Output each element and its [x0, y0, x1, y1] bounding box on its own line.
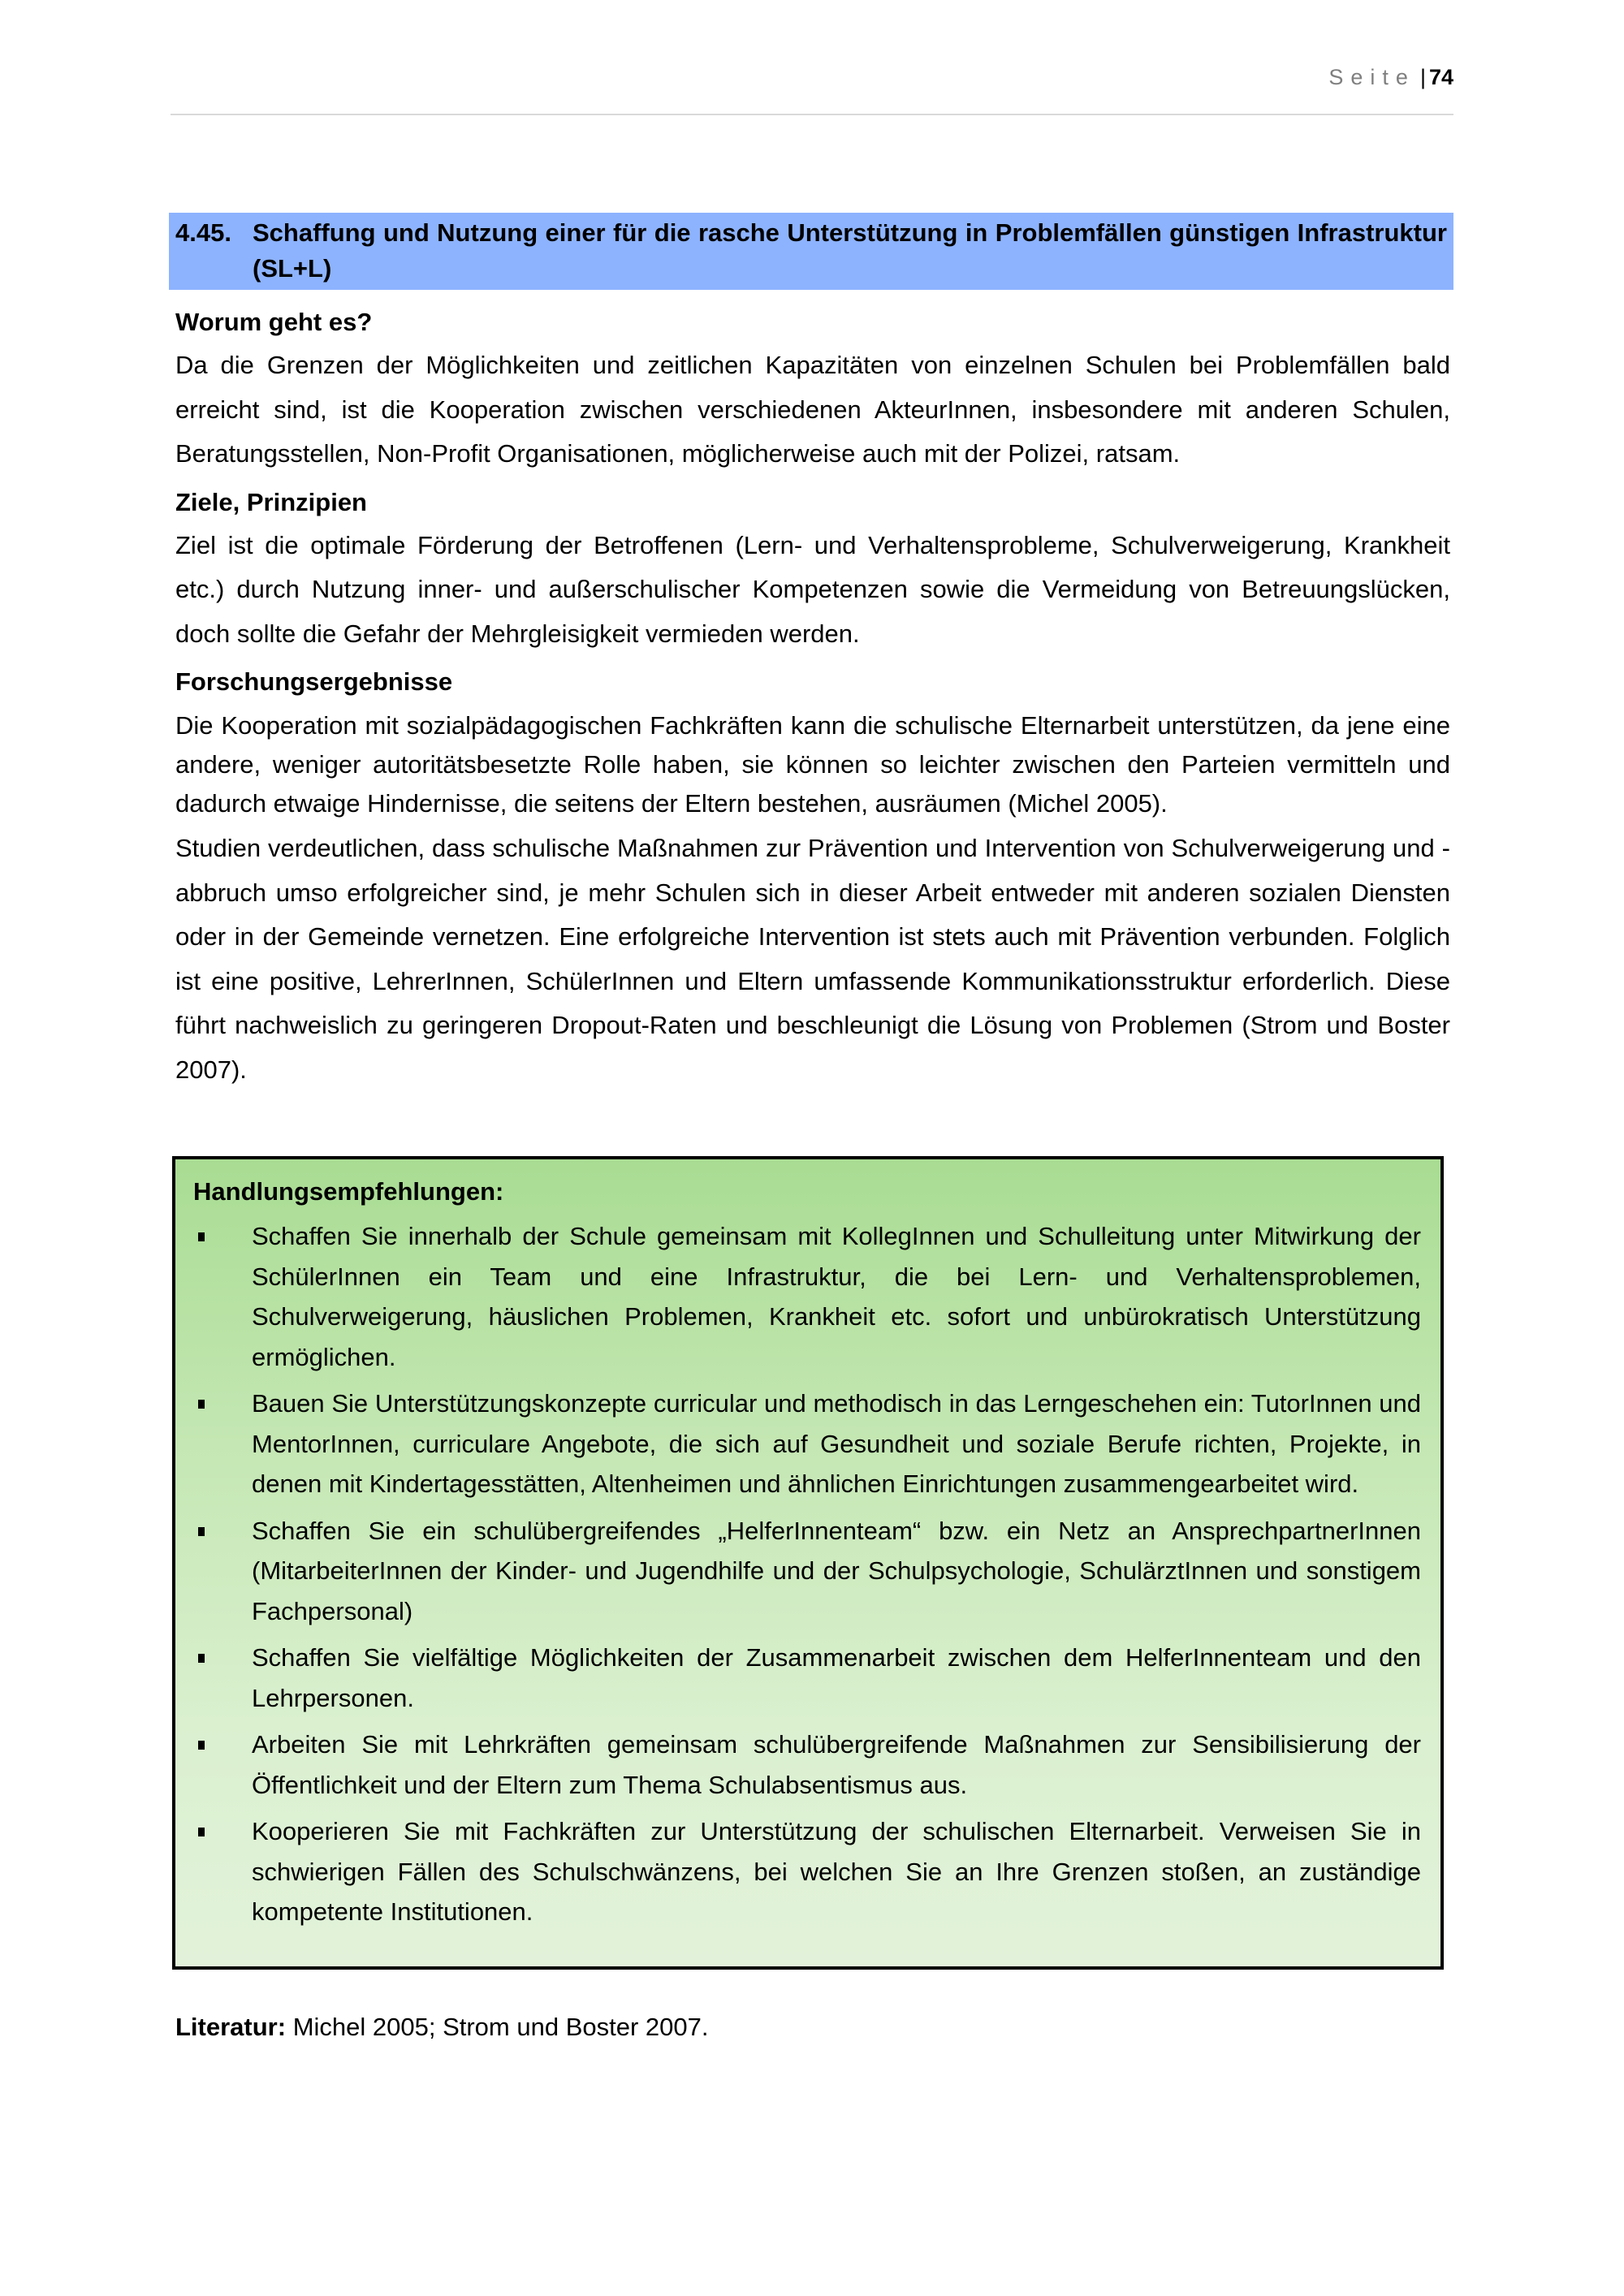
list-item [193, 1724, 1421, 1805]
section-title: Schaffung und Nutzung einer für die rasche Unterstützung in Problemfällen günstigen Infrastruktur (SL+L) [253, 218, 1447, 283]
recommendations-list [193, 1216, 1421, 1932]
page-separator: | [1419, 65, 1426, 89]
list-item [193, 1216, 1421, 1377]
recommendation-text: Kooperieren Sie mit Fachkräften zur Unterstützung der schulischen Elternarbeit. Verweisen Sie in schwierigen Fällen des Schulschwänzens, bei welchen Sie an Ihre Grenzen stoßen, an zuständige kompetente Institutionen. [252, 1817, 1421, 1926]
worum-heading: Worum geht es? [175, 308, 373, 336]
square-bullet-icon [193, 1638, 252, 1718]
list-item [193, 1383, 1421, 1504]
list-item [193, 1511, 1421, 1632]
recommendation-text: Schaffen Sie innerhalb der Schule gemeinsam mit KollegInnen und Schulleitung unter Mitwirkung der SchülerInnen ein Team und eine Infrastruktur, die bei Lern- und Verhaltensproblemen, Schulverweigerung, häuslichen Problemen, Krankheit etc. sofort und unbürokratisch Unterstützung ermöglichen. [252, 1222, 1421, 1371]
worum-paragraph: Da die Grenzen der Möglichkeiten und zeitlichen Kapazitäten von einzelnen Schulen bei Problemfällen bald erreicht sind, ist die Kooperation zwischen verschiedenen AkteurInnen, insbesondere mit anderen Schulen, Beratungsstellen, Non-Profit Organisationen, möglicherweise auch mit der Polizei, ratsam. [175, 351, 1450, 468]
square-bullet-icon [193, 1724, 252, 1805]
main-content [175, 213, 1450, 1092]
recommendation-text: Schaffen Sie ein schulübergreifendes „HelferInnenteam“ bzw. ein Netz an AnsprechpartnerInnen (MitarbeiterInnen der Kinder- und Jugendhilfe und der Schulpsychologie, SchulärztInnen und sonstigem Fachpersonal) [252, 1516, 1421, 1625]
square-bullet-icon [193, 1383, 252, 1504]
literature-line [175, 2009, 708, 2045]
ziele-heading: Ziele, Prinzipien [175, 487, 367, 516]
list-item [193, 1638, 1421, 1718]
forschung-paragraph-1: Die Kooperation mit sozialpädagogischen Fachkräften kann die schulische Elternarbeit unterstützen, da jene eine andere, weniger autoritätsbesetzte Rolle haben, sie können so leichter zwischen den Parteien vermitteln und dadurch etwaige Hindernisse, die seitens der Eltern bestehen, ausräumen (Michel 2005). [175, 711, 1450, 818]
page-number [1328, 65, 1453, 90]
page-header [171, 63, 1453, 115]
recommendation-text: Arbeiten Sie mit Lehrkräften gemeinsam schulübergreifende Maßnahmen zur Sensibilisierung der Öffentlichkeit und der Eltern zum Thema Schulabsentismus aus. [252, 1730, 1421, 1799]
page-label: Seite [1328, 65, 1415, 89]
square-bullet-icon [193, 1511, 252, 1632]
recommendation-text: Bauen Sie Unterstützungskonzepte curricular und methodisch in das Lerngeschehen ein: TutorInnen und MentorInnen, curriculare Angebote, die sich auf Gesundheit und soziale Berufe richten, Projekte, in denen mit Kindertagesstätten, Altenheimen und ähnlichen Einrichtungen zusammengearbeitet wird. [252, 1389, 1421, 1498]
square-bullet-icon [193, 1216, 252, 1377]
recommendations-box [172, 1156, 1444, 1970]
page-number-value: 74 [1428, 65, 1453, 89]
forschung-heading: Forschungsergebnisse [175, 667, 453, 696]
list-item [193, 1811, 1421, 1932]
square-bullet-icon [193, 1811, 252, 1932]
literature-references: Michel 2005; Strom und Boster 2007. [286, 2013, 709, 2041]
ziele-paragraph: Ziel ist die optimale Förderung der Betroffenen (Lern- und Verhaltensprobleme, Schulverweigerung, Krankheit etc.) durch Nutzung inner- und außerschulischer Kompetenzen sowie die Vermeidung von Betreuungslücken, doch sollte die Gefahr der Mehrgleisigkeit vermieden werden. [175, 530, 1450, 648]
recommendation-text: Schaffen Sie vielfältige Möglichkeiten der Zusammenarbeit zwischen dem HelferInnenteam und den Lehrpersonen. [252, 1643, 1421, 1712]
literature-label: Literatur: [175, 2013, 287, 2041]
forschung-paragraph-2: Studien verdeutlichen, dass schulische Maßnahmen zur Prävention und Intervention von Schulverweigerung und -abbruch umso erfolgreicher sind, je mehr Schulen sich in dieser Arbeit entweder mit anderen sozialen Diensten oder in der Gemeinde vernetzen. Eine erfolgreiche Intervention ist stets auch mit Prävention verbunden. Folglich ist eine positive, LehrerInnen, SchülerInnen und Eltern umfassende Kommunikationsstruktur erforderlich. Diese führt nachweislich zu geringeren Dropout-Raten und beschleunigt die Lösung von Problemen (Strom und Boster 2007). [175, 834, 1450, 1084]
section-number: 4.45. [175, 218, 231, 247]
section-heading [169, 213, 1453, 290]
recommendations-title: Handlungsempfehlungen: [193, 1177, 504, 1206]
